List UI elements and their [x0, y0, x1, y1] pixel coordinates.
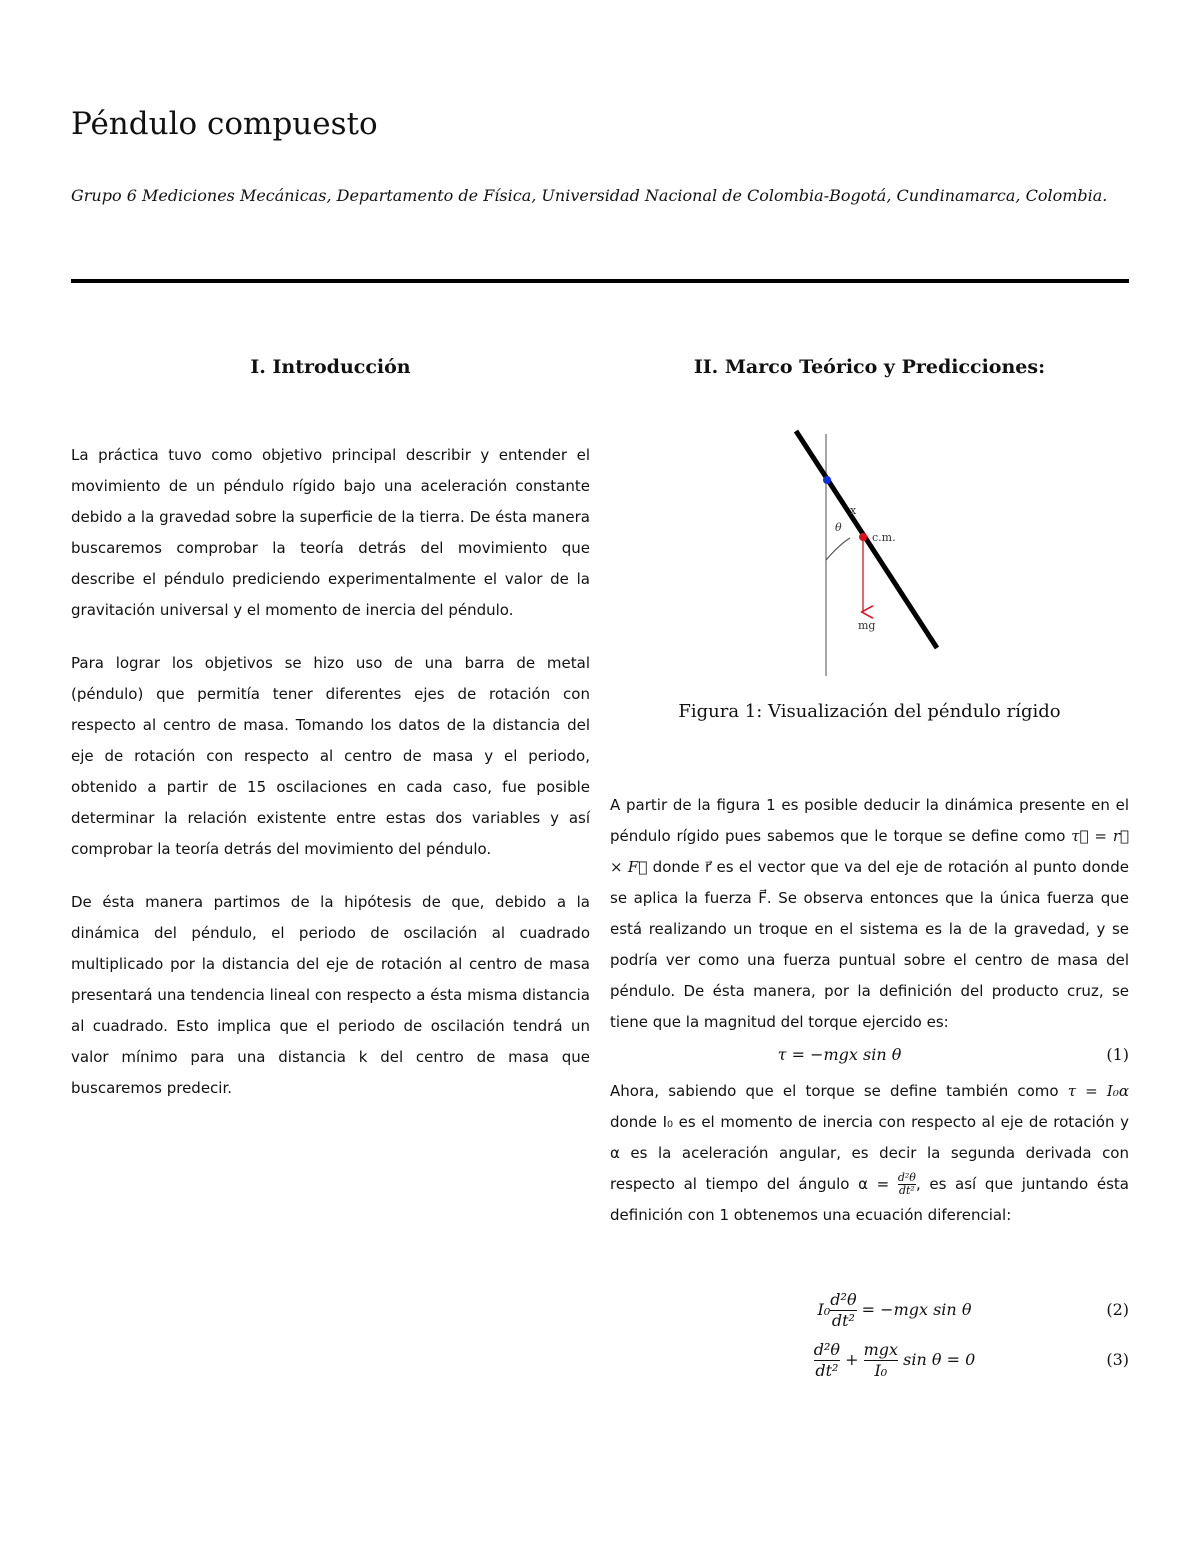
- equation-3-number: (3): [1106, 1350, 1129, 1369]
- equation-3: [610, 1335, 1129, 1385]
- pendulum-rod: [796, 431, 937, 648]
- torque-definition: τ⃗ = r⃗ × F⃗: [610, 827, 1129, 876]
- torque-inertia-definition: τ = I₀α: [1067, 1082, 1129, 1100]
- label-theta: θ: [835, 521, 842, 534]
- eq2-right: = −mgx sin θ: [861, 1300, 972, 1319]
- eq3-fraction-1-num: d²θ: [813, 1340, 841, 1359]
- eq3-fraction-1: [814, 1340, 840, 1381]
- equation-3-expression: [610, 1335, 1069, 1385]
- theory-p2-text-c: , es así que juntando ésta definición con 1 obtenemos una ecuación diferencial:: [610, 1175, 1129, 1224]
- eq2-fraction: [830, 1290, 856, 1331]
- intro-paragraph-1: La práctica tuvo como objetivo principal describir y entender el movimiento de un péndulo rígido bajo una aceleración constante debido a la gravedad sobre la superficie de la tierra. De ésta manera buscaremos comprobar la teoría detrás del movimiento que describe el péndulo prediciendo experimentalmente el valor de la gravitación universal y el momento de inercia del péndulo.: [71, 446, 590, 619]
- page-title: Péndulo compuesto: [71, 106, 378, 142]
- intro-paragraph-2: Para lograr los objetivos se hizo uso de una barra de metal (péndulo) que permitía tener diferentes ejes de rotación con respecto al centro de masa. Tomando los datos de la distancia del eje de rotación con respecto al centro de masa y el periodo, obtenido a partir de 15 oscilaciones en cada caso, fue posible determinar la relación existente entre estas dos variables y así comprobar la teoría detrás del movimiento del péndulo.: [71, 654, 590, 858]
- intro-paragraph-3: De ésta manera partimos de la hipótesis de que, debido a la dinámica del péndulo, el periodo de oscilación al cuadrado multiplicado por la distancia del eje de rotación al centro de masa presentará una tendencia lineal con respecto a ésta misma distancia al cuadrado. Esto implica que el periodo de oscilación tendrá un valor mínimo para una distancia k del centro de masa que buscaremos predecir.: [71, 893, 590, 1097]
- intro-heading: I. Introducción: [250, 356, 411, 378]
- angle-arc: [826, 538, 850, 560]
- eq3-fraction-2: [864, 1340, 898, 1381]
- eq2-inertia: I₀: [817, 1300, 831, 1319]
- section-theory: [610, 350, 1129, 1385]
- eq3-right: sin θ = 0: [903, 1350, 976, 1369]
- equation-2-number: (2): [1106, 1300, 1129, 1319]
- theory-paragraph-1: [610, 790, 1129, 1038]
- label-cm: c.m.: [872, 531, 896, 544]
- theory-p1-text-a: A partir de la figura 1 es posible deducir la dinámica presente en el péndulo rígido pues sabemos que le torque se define como: [610, 796, 1129, 845]
- pendulum-figure: [610, 426, 1129, 676]
- eq3-fraction-1-den: dt²: [815, 1361, 839, 1380]
- affiliation: Grupo 6 Mediciones Mecánicas, Departamento de Física, Universidad Nacional de Colombia-Bogotá, Cundinamarca, Colombia.: [71, 186, 1108, 205]
- alpha-fraction-den: dt²: [898, 1184, 915, 1197]
- alpha-fraction-num: d²θ: [897, 1171, 916, 1184]
- center-of-mass-point: [859, 533, 867, 541]
- equation-1-expression: τ = −mgx sin θ: [777, 1045, 902, 1064]
- eq2-fraction-num: d²θ: [830, 1290, 857, 1309]
- label-mg: mg: [858, 619, 876, 632]
- section-introduction: [71, 350, 590, 1104]
- pivot-point: [823, 476, 831, 484]
- theory-p1-text-b: donde r⃗ es el vector que va del eje de rotación al punto donde se aplica la fuerza F⃗. Se observa entonces que la única fuerza que está realizando un troque en el sistema es la de la gravedad, y se podría ver como una fuerza puntual sobre el centro de masa del péndulo. De ésta manera, por la definición del producto cruz, se tiene que la magnitud del torque ejercido es:: [610, 858, 1129, 1031]
- eq2-fraction-den: dt²: [831, 1311, 855, 1330]
- header-rule: [71, 279, 1129, 283]
- eq3-fraction-2-den: I₀: [864, 1360, 898, 1381]
- figure-caption: Figura 1: Visualización del péndulo rígido: [678, 701, 1061, 722]
- alpha-fraction: [898, 1172, 916, 1197]
- theory-p2-text-a: Ahora, sabiendo que el torque se define también como: [610, 1082, 1059, 1100]
- theory-p2-text-b: donde I₀ es el momento de inercia con respecto al eje de rotación y α es la aceleración angular, es decir la segunda derivada con respecto al tiempo del ángulo α =: [610, 1113, 1129, 1193]
- theory-heading: II. Marco Teórico y Predicciones:: [693, 356, 1046, 378]
- label-x: x: [850, 504, 857, 517]
- eq3-fraction-2-num: mgx: [863, 1340, 899, 1359]
- equation-2: [610, 1285, 1129, 1335]
- pendulum-diagram: [610, 426, 1129, 676]
- equation-1-number: (1): [1106, 1045, 1129, 1064]
- theory-paragraph-2: [610, 1076, 1129, 1231]
- equation-1: [610, 1038, 1129, 1072]
- eq3-plus: +: [845, 1350, 859, 1369]
- equation-2-expression: [610, 1285, 1069, 1335]
